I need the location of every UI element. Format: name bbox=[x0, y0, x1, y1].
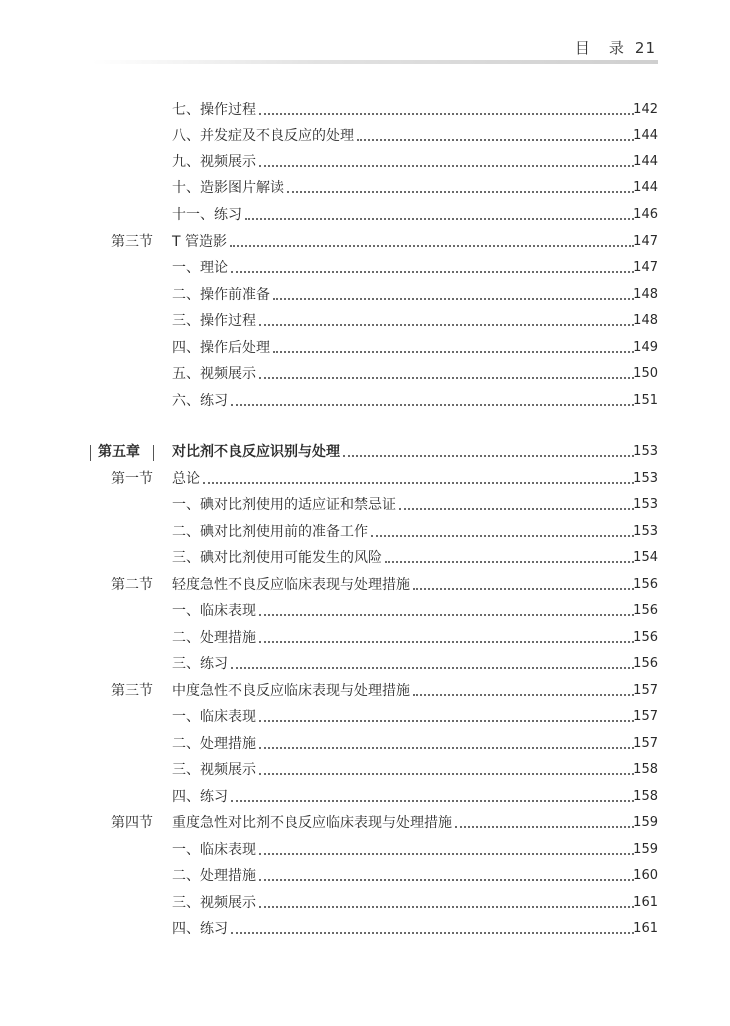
toc-item-row[interactable] bbox=[0, 311, 730, 331]
entry-title: 十、造影图片解读 bbox=[172, 180, 284, 196]
dot-leader bbox=[231, 932, 634, 934]
entry-title: 二、碘对比剂使用前的准备工作 bbox=[172, 524, 368, 540]
entry-title: 三、视频展示 bbox=[172, 895, 256, 911]
dot-leader bbox=[385, 561, 634, 563]
dot-leader bbox=[203, 482, 634, 484]
entry-title: T 管造影 bbox=[172, 234, 228, 250]
dot-leader bbox=[245, 218, 634, 220]
dot-leader bbox=[413, 694, 634, 696]
section-number: 第三节 bbox=[111, 234, 153, 250]
entry-page-number: 153 bbox=[633, 497, 658, 512]
toc-chapter-row[interactable] bbox=[0, 442, 730, 462]
entry-title: 九、视频展示 bbox=[172, 154, 256, 170]
entry-title: 三、操作过程 bbox=[172, 313, 256, 329]
toc-item-row[interactable] bbox=[0, 840, 730, 860]
dot-leader bbox=[259, 773, 634, 775]
toc-item-row[interactable] bbox=[0, 919, 730, 939]
dot-leader bbox=[259, 614, 634, 616]
toc-section-row[interactable] bbox=[0, 232, 730, 252]
entry-page-number: 156 bbox=[633, 630, 658, 645]
entry-title: 四、练习 bbox=[172, 789, 228, 805]
toc-item-row[interactable] bbox=[0, 601, 730, 621]
entry-title: 对比剂不良反应识别与处理 bbox=[172, 444, 340, 460]
toc-item-row[interactable] bbox=[0, 787, 730, 807]
entry-page-number: 157 bbox=[633, 683, 658, 698]
entry-title: 四、操作后处理 bbox=[172, 340, 270, 356]
entry-page-number: 151 bbox=[633, 393, 658, 408]
entry-title: 中度急性不良反应临床表现与处理措施 bbox=[172, 683, 410, 699]
entry-page-number: 147 bbox=[633, 260, 658, 275]
toc-section-row[interactable] bbox=[0, 469, 730, 489]
entry-page-number: 157 bbox=[633, 709, 658, 724]
toc-section-row[interactable] bbox=[0, 681, 730, 701]
toc-item-row[interactable] bbox=[0, 285, 730, 305]
entry-page-number: 147 bbox=[633, 234, 658, 249]
toc-item-row[interactable] bbox=[0, 522, 730, 542]
entry-page-number: 149 bbox=[633, 340, 658, 355]
entry-title: 轻度急性不良反应临床表现与处理措施 bbox=[172, 577, 410, 593]
entry-title: 一、临床表现 bbox=[172, 603, 256, 619]
entry-title: 三、碘对比剂使用可能发生的风险 bbox=[172, 550, 382, 566]
dot-leader bbox=[371, 535, 634, 537]
entry-page-number: 144 bbox=[633, 180, 658, 195]
entry-page-number: 156 bbox=[633, 603, 658, 618]
entry-page-number: 153 bbox=[633, 471, 658, 486]
dot-leader bbox=[357, 139, 634, 141]
entry-title: 一、碘对比剂使用的适应证和禁忌证 bbox=[172, 497, 396, 513]
entry-page-number: 148 bbox=[633, 287, 658, 302]
toc-item-row[interactable] bbox=[0, 126, 730, 146]
toc-item-row[interactable] bbox=[0, 100, 730, 120]
running-header bbox=[575, 37, 656, 58]
toc-item-row[interactable] bbox=[0, 178, 730, 198]
toc-item-row[interactable] bbox=[0, 866, 730, 886]
entry-page-number: 159 bbox=[633, 815, 658, 830]
dot-leader bbox=[231, 667, 634, 669]
entry-title: 三、视频展示 bbox=[172, 762, 256, 778]
dot-leader bbox=[399, 508, 634, 510]
entry-title: 二、处理措施 bbox=[172, 868, 256, 884]
dot-leader bbox=[230, 245, 634, 247]
section-number: 第二节 bbox=[111, 577, 153, 593]
entry-title: 一、理论 bbox=[172, 260, 228, 276]
dot-leader bbox=[231, 271, 634, 273]
entry-title: 重度急性对比剂不良反应临床表现与处理措施 bbox=[172, 815, 452, 831]
entry-title: 二、处理措施 bbox=[172, 736, 256, 752]
toc-section-row[interactable] bbox=[0, 575, 730, 595]
entry-title: 十一、练习 bbox=[172, 207, 242, 223]
entry-title: 四、练习 bbox=[172, 921, 228, 937]
toc-item-row[interactable] bbox=[0, 734, 730, 754]
toc-item-row[interactable] bbox=[0, 364, 730, 384]
header-title-first-char: 目 bbox=[574, 39, 591, 57]
entry-page-number: 142 bbox=[633, 102, 658, 117]
section-number: 第三节 bbox=[111, 683, 153, 699]
toc-item-row[interactable] bbox=[0, 391, 730, 411]
dot-leader bbox=[343, 455, 634, 457]
dot-leader bbox=[259, 906, 634, 908]
entry-page-number: 153 bbox=[633, 444, 658, 459]
toc-item-row[interactable] bbox=[0, 495, 730, 515]
dot-leader bbox=[259, 113, 634, 115]
entry-page-number: 156 bbox=[633, 656, 658, 671]
entry-page-number: 144 bbox=[633, 128, 658, 143]
header-title-second-char: 录 bbox=[608, 39, 625, 57]
dot-leader bbox=[259, 747, 634, 749]
entry-page-number: 161 bbox=[633, 895, 658, 910]
entry-page-number: 159 bbox=[633, 842, 658, 857]
entry-title: 二、处理措施 bbox=[172, 630, 256, 646]
dot-leader bbox=[259, 879, 634, 881]
toc-item-row[interactable] bbox=[0, 707, 730, 727]
toc-item-row[interactable] bbox=[0, 760, 730, 780]
entry-page-number: 154 bbox=[633, 550, 658, 565]
entry-title: 二、操作前准备 bbox=[172, 287, 270, 303]
toc-item-row[interactable] bbox=[0, 338, 730, 358]
dot-leader bbox=[273, 351, 634, 353]
entry-page-number: 148 bbox=[633, 313, 658, 328]
toc-item-row[interactable] bbox=[0, 205, 730, 225]
dot-leader bbox=[273, 298, 634, 300]
entry-title: 八、并发症及不良反应的处理 bbox=[172, 128, 354, 144]
entry-title: 六、练习 bbox=[172, 393, 228, 409]
entry-title: 三、练习 bbox=[172, 656, 228, 672]
toc-item-row[interactable] bbox=[0, 152, 730, 172]
dot-leader bbox=[231, 404, 634, 406]
entry-title: 一、临床表现 bbox=[172, 842, 256, 858]
toc-item-row[interactable] bbox=[0, 548, 730, 568]
section-number: 第一节 bbox=[111, 471, 153, 487]
dot-leader bbox=[259, 165, 634, 167]
entry-page-number: 160 bbox=[633, 868, 658, 883]
toc-item-row[interactable] bbox=[0, 654, 730, 674]
dot-leader bbox=[259, 720, 634, 722]
chapter-bar-right bbox=[153, 445, 154, 461]
entry-title: 一、临床表现 bbox=[172, 709, 256, 725]
toc-item-row[interactable] bbox=[0, 258, 730, 278]
entry-title: 总论 bbox=[172, 471, 200, 487]
dot-leader bbox=[259, 324, 634, 326]
chapter-number: 第五章 bbox=[98, 444, 140, 460]
dot-leader bbox=[287, 191, 634, 193]
toc-section-row[interactable] bbox=[0, 813, 730, 833]
dot-leader bbox=[259, 853, 634, 855]
section-number: 第四节 bbox=[111, 815, 153, 831]
entry-page-number: 161 bbox=[633, 921, 658, 936]
entry-title: 五、视频展示 bbox=[172, 366, 256, 382]
entry-page-number: 146 bbox=[633, 207, 658, 222]
dot-leader bbox=[455, 826, 634, 828]
dot-leader bbox=[259, 641, 634, 643]
entry-page-number: 157 bbox=[633, 736, 658, 751]
entry-page-number: 158 bbox=[633, 762, 658, 777]
entry-page-number: 150 bbox=[633, 366, 658, 381]
chapter-bar-left bbox=[90, 445, 91, 461]
entry-page-number: 153 bbox=[633, 524, 658, 539]
dot-leader bbox=[413, 588, 634, 590]
entry-page-number: 156 bbox=[633, 577, 658, 592]
entry-page-number: 144 bbox=[633, 154, 658, 169]
dot-leader bbox=[231, 800, 634, 802]
header-page-number: 21 bbox=[634, 39, 656, 57]
header-rule bbox=[92, 60, 658, 64]
toc-item-row[interactable] bbox=[0, 628, 730, 648]
entry-page-number: 158 bbox=[633, 789, 658, 804]
entry-title: 七、操作过程 bbox=[172, 102, 256, 118]
dot-leader bbox=[259, 377, 634, 379]
toc-item-row[interactable] bbox=[0, 893, 730, 913]
